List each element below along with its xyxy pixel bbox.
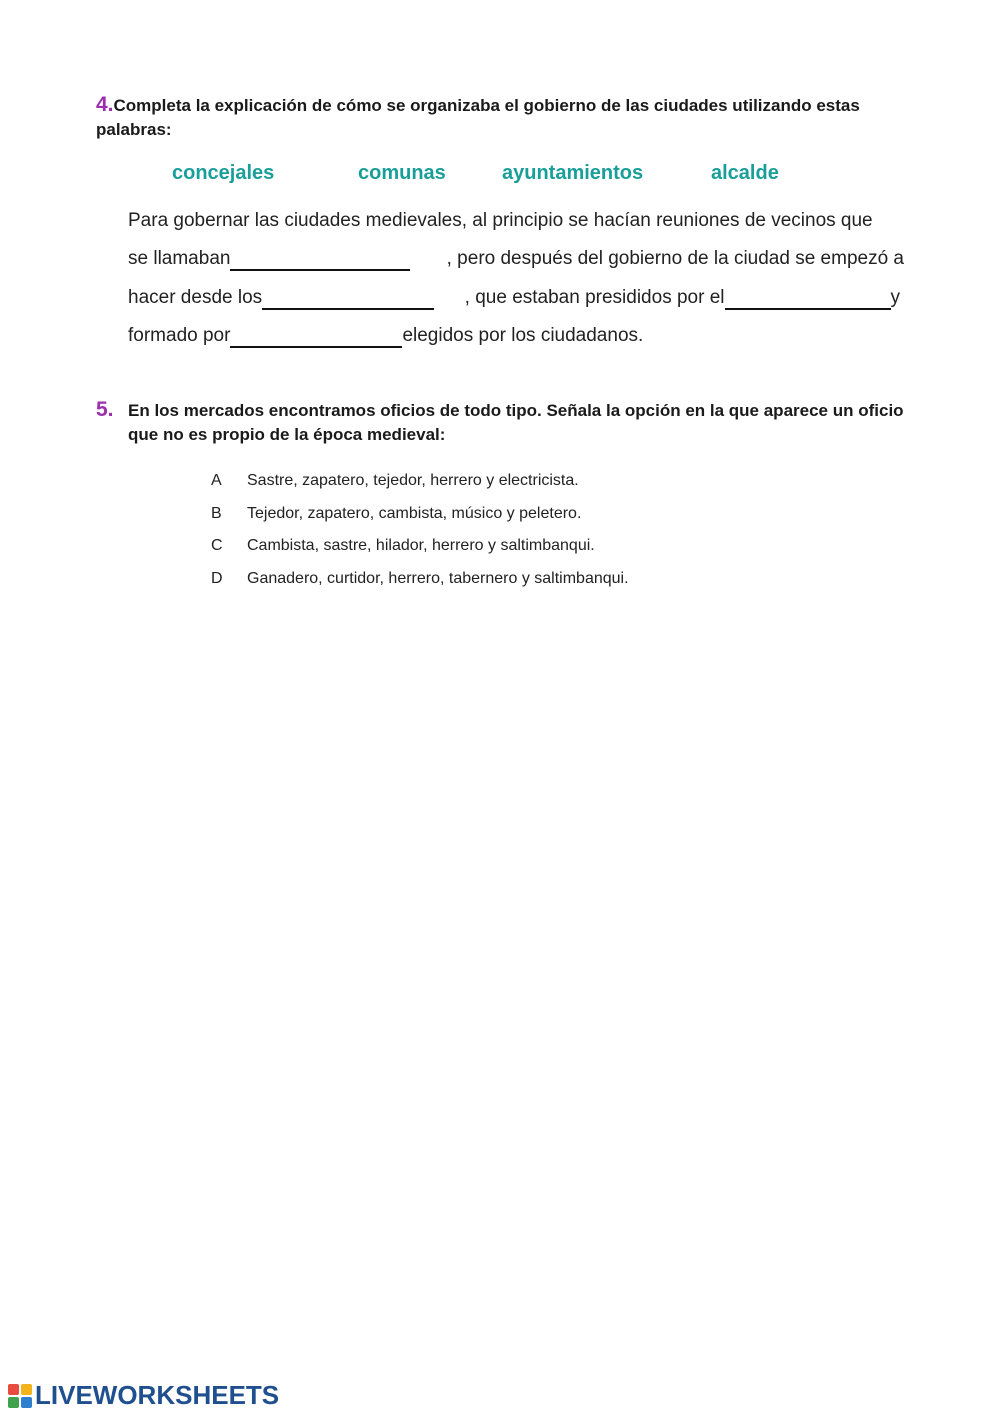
paragraph-line-1 bbox=[128, 209, 904, 233]
blank-field-1[interactable] bbox=[230, 249, 410, 271]
option-a-text[interactable]: Sastre, zapatero, tejedor, herrero y electricista. bbox=[247, 472, 579, 489]
paragraph-line-2 bbox=[128, 247, 904, 271]
liveworksheets-icon bbox=[8, 1384, 32, 1408]
question-4-text: Completa la explicación de cómo se organizaba el gobierno de las ciudades utilizando estas palabras: bbox=[96, 96, 860, 139]
option-c-letter[interactable]: C bbox=[211, 537, 223, 554]
paragraph-line-3 bbox=[128, 286, 900, 310]
paragraph-text: se llamaban bbox=[128, 248, 231, 269]
option-c-text[interactable]: Cambista, sastre, hilador, herrero y saltimbanqui. bbox=[247, 537, 595, 554]
word-bank-item: concejales bbox=[172, 162, 275, 184]
question-5-text: En los mercados encontramos oficios de todo tipo. Señala la opción en la que aparece un oficio que no es propio de la época medieval: bbox=[128, 401, 904, 444]
paragraph-text: formado por bbox=[128, 325, 231, 346]
paragraph-text: hacer desde los bbox=[128, 287, 263, 308]
word-bank-item: alcalde bbox=[711, 162, 779, 184]
option-b-text[interactable]: Tejedor, zapatero, cambista, músico y peletero. bbox=[247, 505, 582, 522]
option-b-letter[interactable]: B bbox=[211, 505, 222, 522]
question-4-number: 4. bbox=[96, 93, 114, 116]
option-a-letter[interactable]: A bbox=[211, 472, 222, 489]
option-d-letter[interactable]: D bbox=[211, 570, 223, 587]
paragraph-text: , pero después del gobierno de la ciudad se empezó a bbox=[446, 248, 904, 269]
word-bank-item: comunas bbox=[358, 162, 446, 184]
paragraph-text: elegidos por los ciudadanos. bbox=[402, 325, 644, 346]
question-5-number: 5. bbox=[96, 398, 114, 421]
blank-field-4[interactable] bbox=[230, 326, 402, 348]
paragraph-text: , que estaban presididos por el bbox=[464, 287, 725, 308]
question-4-prompt bbox=[96, 93, 911, 142]
logo-text: LIVEWORKSHEETS bbox=[35, 1380, 280, 1410]
paragraph-text: y bbox=[890, 287, 900, 308]
blank-field-3[interactable] bbox=[725, 288, 891, 310]
question-5-prompt bbox=[96, 399, 928, 447]
option-d-text[interactable]: Ganadero, curtidor, herrero, tabernero y saltimbanqui. bbox=[247, 570, 629, 587]
paragraph-line-4 bbox=[128, 324, 904, 348]
liveworksheets-logo[interactable] bbox=[8, 1380, 279, 1411]
paragraph-text: Para gobernar las ciudades medievales, al principio se hacían reuniones de vecinos que bbox=[128, 210, 873, 231]
blank-field-2[interactable] bbox=[262, 288, 434, 310]
word-bank-item: ayuntamientos bbox=[502, 162, 644, 184]
